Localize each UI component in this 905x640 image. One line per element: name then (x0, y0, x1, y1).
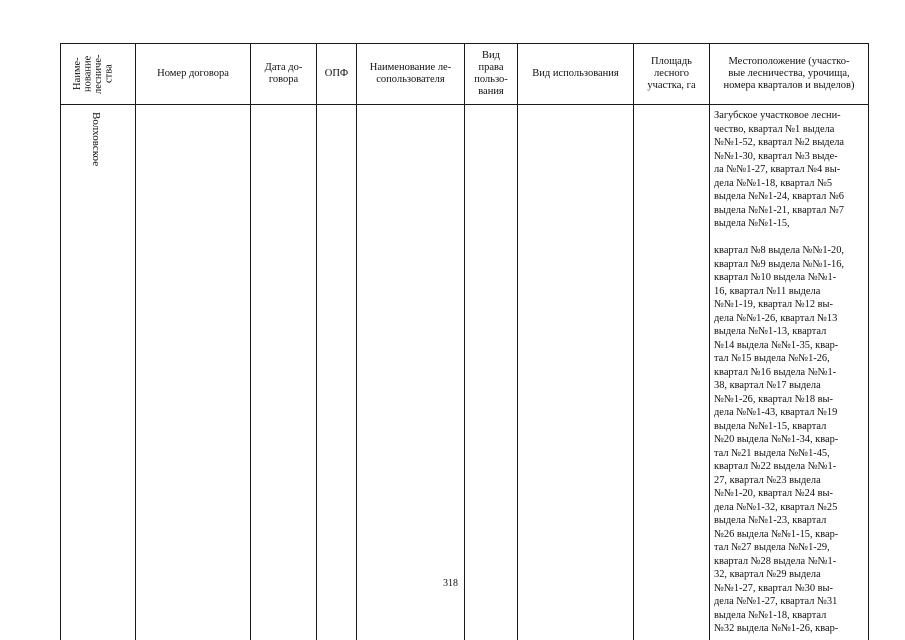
header-user-name: Наименование ле- сопользователя (369, 62, 452, 85)
header-contract-date: Дата до- говора (264, 62, 303, 85)
column-divider (250, 43, 251, 640)
page-number: 318 (443, 578, 458, 589)
location-paragraph: Загубское участковое лесни- чество, квартал №1 выдела №№1-52, квартал №2 выдела №№1-30, квартал №3 выде- ла №№1-27, квартал №4 вы- дела №№1-18, квартал №5 выдела №№1-24, квартал №6 выдела №№1-21, квартал №7 выдела №№1-15, (714, 110, 844, 229)
column-divider (356, 43, 357, 640)
column-divider (709, 43, 710, 640)
header-area: Площадь лесного участка, га (647, 56, 696, 91)
header-contract-number: Номер договора (157, 68, 229, 79)
column-divider (633, 43, 634, 640)
column-divider (868, 43, 869, 640)
header-use-type: Вид использования (532, 68, 619, 79)
column-divider (316, 43, 317, 640)
header-location: Местоположение (участко- вые лесничества, урочища, номера кварталов и выделов) (723, 56, 855, 91)
header-opf: ОПФ (324, 68, 349, 79)
header-right-type: Вид права пользо- вания (474, 50, 508, 97)
column-divider (517, 43, 518, 640)
column-divider (464, 43, 465, 640)
cell-forestry-name: Волховское (90, 112, 102, 167)
column-divider (60, 43, 61, 640)
location-paragraph: квартал №8 выдела №№1-20, квартал №9 выдела №№1-16, квартал №10 выдела №№1- 16, квартал №11 выдела №№1-19, квартал №12 вы- дела №№1-26, квартал №13 выдела №№1-13, квартал №14 выдела №№1-35, квар- тал №15 выдела №№1-26, квартал №16 выдела №№1- 38, квартал №17 выдела №№1-26, квартал №18 вы- дела №№1-43, квартал №19 выдела №№1-15, квартал №20 выдела №№1-34, квар- тал №21 выдела №№1-45, квартал №22 выдела №№1- 27, квартал №23 выдела №№1-20, квартал №24 вы- дела №№1-32, квартал №25 выдела №№1-23, квартал №26 выдела №№1-15, квар- тал №27 выдела №№1-29, квартал №28 выдела №№1- 32, квартал №29 выдела №№1-27, квартал №30 вы- дела №№1-27, квартал №31 выдела №№1-18, квартал №32 выдела №№1-26, квар- (714, 245, 844, 634)
header-forestry-name: Наиме- нование лесниче- ства (72, 54, 115, 94)
cell-location (714, 109, 866, 636)
column-divider (135, 43, 136, 640)
